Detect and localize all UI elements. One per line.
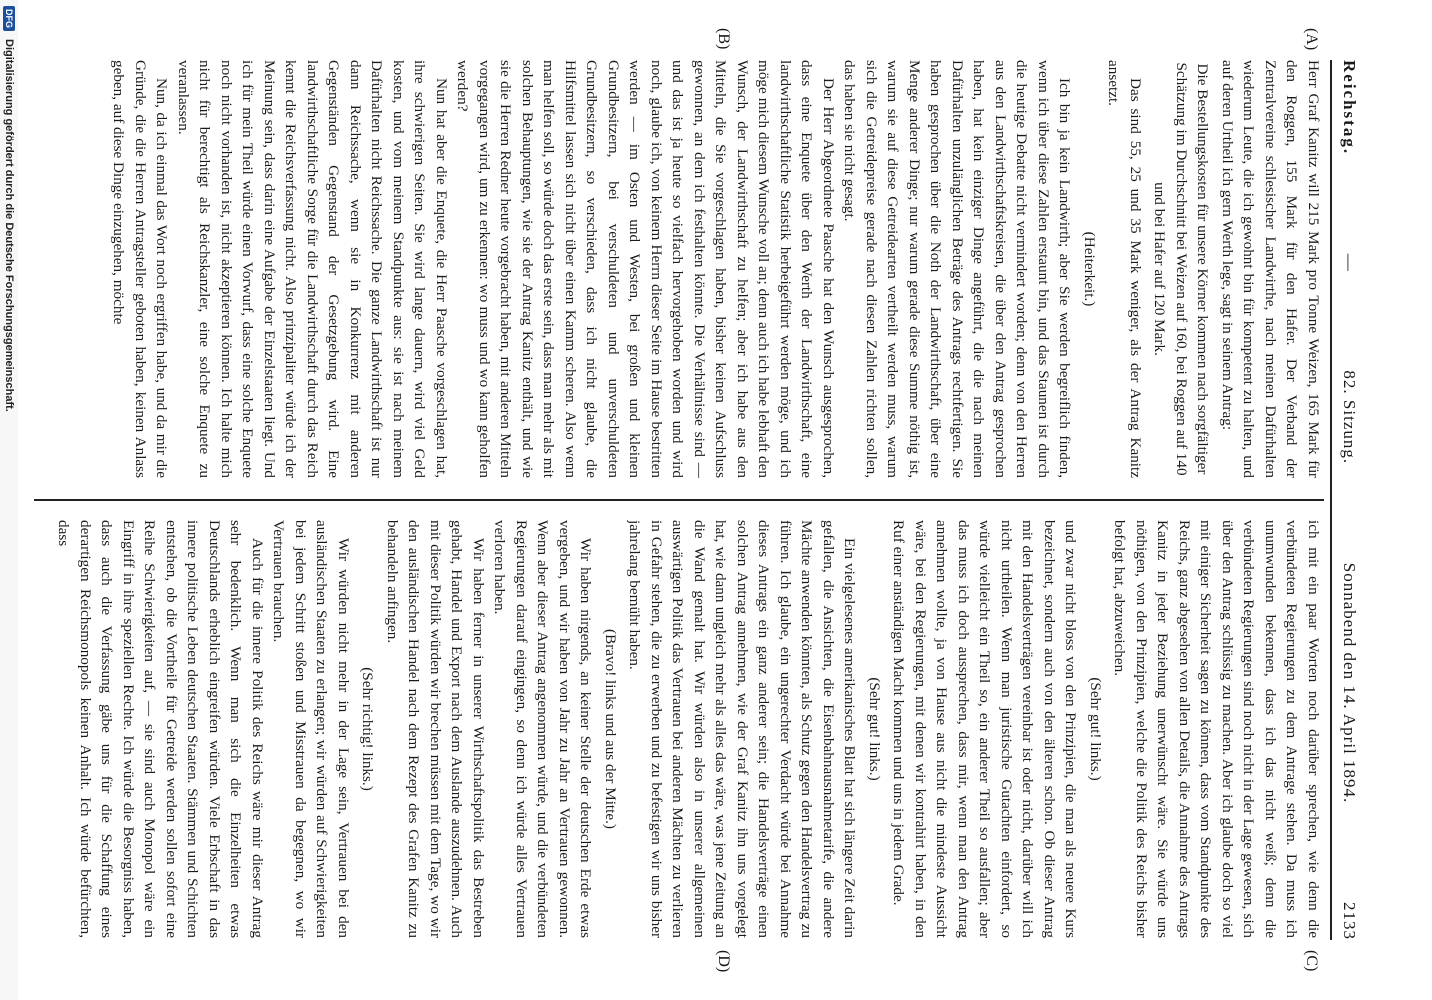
right-column — [34, 520, 1324, 938]
paragraph: Ein vielgelesenes amerikanisches Blatt hat sich längere Zeit darin gefallen, die Ansichten, die Eisenbahnausnahmetarife, die andere Mächte anwenden könnten, als Schutz gegen den Handelsvertrag zu führen. Ich glaube, ein ungerechter Verdacht würde bei Annahme dieses Antrags ein ganz anderer sein; die Handelsverträge einen solchen Antrag annehmen, wie der Graf Kanitz ihn uns vorgelegt hat, wie dann ungleich mehr als alles das wäre, was jene Zeitung an die Wand gemalt hat. Wir würden also in unserer allgemeinen auswärtigen Politik das Vertrauen bei anderen Mächten zu verlieren in Gefahr stehen, die zu erwerben und zu befestigen wir uns bisher jahrelang bemüht haben. — [626, 520, 859, 938]
paragraph: Auch für die innere Politik des Reichs wäre mir dieser Antrag sehr bedenklich. Wenn man sich die Einzelheiten etwas Deutschlands erheblich eingreifen würden. Viele Erbschaft in das innere politische Leben deutschen Staaten. Stämmen und Schichten entstehen, ob die Vortheile für Getreide werden sollen sofort eine Reihe Schwierigkeiten auf, — sie sind auch Monopol wäre ein Eingriff in ihre speziellen Rechte. Ich würde die Besorgniss haben, dass auch die Verfassung gäbe uns für die Schaffung eines derartigen Reichsmonopols keinen Anhalt. Ich würde befürchten, dass — [55, 520, 266, 938]
interjection: (Sehr gut! links.) — [866, 677, 883, 781]
paragraph: Nun hat aber die Enquete, die Herr Paasche vorgeschlagen hat, ihre schwierigen Seiten. Sie wird lange dauern, wird viel Geld kosten, und vom meinem Standpunkte aus: sie ist nach meinem Dafürhalten nicht Reichssache. Die ganze Landwirthschaft ist nur dann Reichssache, wenn sie in Konkurrenz mit anderen Gegenständen Gegenstand der Gesetzgebung wird. Eine landwirthschaftliche Sorge für die Landwirthschaft durch das Reich kennt die Reichsverfassung nicht. Also prinzipaliter würde ich der Meinung sein, dass darin eine Aufgabe der Einzelstaaten liegt. Und ich für mein Theil würde einen Vorwurf, dass eine solche Enquete noch nicht vorhanden ist, nicht akzeptieren können. Ich halte mich nicht für berechtigt als Reichskanzler, eine solche Enquete zu veranlassen. — [175, 60, 450, 478]
header-dash: — — [1340, 253, 1359, 272]
credit-text: Digitalisierung gefördert durch die Deutsche Forschungsgemeinschaft. — [3, 39, 15, 412]
margin-marker-b: (B) — [715, 28, 732, 50]
paragraph: Wir haben ferner in unserer Wirthschaftspolitik das Bestreben gehabt, Handel und Export nach dem Auslande auszudehnen. Auch mit dieser Politik würden wir brechen müssen mit dem Tage, wo wir den ausländischen Handel nach dem Rezept des Grafen Kanitz zu behandeln anfingen. — [384, 520, 487, 938]
quotation: Die Bestellungskosten für unsere Körner kommen nach sorgfältiger Schätzung im Durchschnitt bei Weizen auf 160, bei Roggen auf 140 und bei Hafer auf 120 Mark. — [1151, 62, 1212, 476]
margin-marker-a: (A) — [1303, 28, 1320, 51]
paragraph: Das sind 55, 25 und 35 Mark weniger, als der Antrag Kanitz ansetzt. — [1105, 60, 1144, 478]
paragraph: Der Herr Abgeordnete Paasche hat den Wunsch ausgesprochen, dass eine Enquete über den Werth der Landwirthschaft, eine landwirthschaftliche Statistik herbeigeführt werden möge, und ich möge mich diesem Wunsche voll an; denn auch ich habe lebhaft den Wunsch, der Landwirthschaft zu helfen; aber ich habe aus den Mitteln, die Sie vorgeschlagen haben, bisher keinen Aufschluss gewonnen, an dem ich festhalten könnte. Die Verhältnisse sind — und das ist ja heute so vielfach hervorgehoben worden und wird noch, glaube ich, von keinem Herrn dieser Seite im Hause bestritten werden — im Osten und Westen, bei großen und kleinen Grundbesitzern, bei verschuldeten und unverschuldeten Grundbesitzern, so verschieden, dass ich nicht glaube, die Hilfsmittel lassen sich nicht über einen Kamm scheren. Also wenn man helfen soll, so würde doch das erste sein, dass man mehr als mit solchen Behauptungen, wie sie der Antrag Kanitz enthält, und wie sie die Herren Redner heute vorgebracht haben, mit anderen Mitteln vorgegangen wird, um zu erkennen: wo muss und wo kann geholfen werden? — [454, 60, 837, 478]
margin-marker-d: (D) — [715, 950, 732, 973]
paragraph: Ich bin ja kein Landwirth; aber Sie werden begreiflich finden, wenn ich über diese Zahlen erstaunt bin, und das Staunen ist durch die heutige Debatte nicht vermindert worden; denn von den Herren aus den Landwirthschaftskreisen, die über den Antrag gesprochen haben, hat kein einziger Dinge angeführt, die die nach meinen Dafürhalten unzulänglichen Beträge des Antrags rechtfertigen. Sie haben gesprochen über die Noth der Landwirthschaft, über eine Menge anderer Dinge; nur warum gerade diese Summe nöthig ist, warum sie auf diese Getreidearten vertheilt werden muss, warum sich die Getreidepreise gerade nach diesen Zahlen richten sollen, das haben sie nicht gesagt. — [841, 60, 1074, 478]
interjection: (Bravo! links und aus der Mitte.) — [602, 629, 619, 829]
paragraph: und zwar nicht bloss von den Prinzipien, die man als neuere Kurs bezeichnet, sondern auch von den älteren schon. Ob dieser Antrag mit den Handelsverträgen vereinbar ist oder nicht, darüber will ich nicht urtheilen. Wenn man juristische Gutachten einfordert, so würde vielleicht ein Theil so, ein anderer Theil so ausfallen; aber das muss ich doch aussprechen, dass mir, wenn man den Antrag annehmen wollte, ja von Hause aus nicht die mindeste Aussicht wäre, bei den Regierungen, mit denen wir kontrahirt haben, in den Ruf einer anständigen Macht kommen und uns in jedem Grade. — [890, 520, 1080, 938]
page-header — [1336, 60, 1362, 940]
paragraph: ich mit ein paar Worten noch darüber sprechen, wie denn die verbündeten Regierungen zu dem Antrage stehen. Da muss ich unumwunden bekennen, dass ich das nicht weiß; denn die verbündeten Regierungen sind noch nicht in der Lage gewesen, sich über den Antrag schlüssig zu machen. Aber ich glaube doch so viel mit einiger Sicherheit sagen zu können, dass vom Standpunkte des Reichs, ganz abgesehen von allen Details, die Annahme des Antrags Kanitz in jeder Beziehung unerwünscht wäre. Sie würde uns nöthigen, von den Prinzipien, welche die Politik des Reichs bisher befolgt hat, abzuweichen. — [1111, 520, 1322, 938]
header-session: 82. Sitzung. — [1340, 370, 1359, 465]
header-rule — [1330, 60, 1332, 940]
margin-marker-c: (C) — [1303, 950, 1320, 972]
header-title: Reichstag. — [1340, 60, 1359, 156]
column-divider — [34, 499, 1324, 501]
interjection: (Heiterkeit.) — [1081, 231, 1098, 307]
paragraph: Wir haben nirgends, an keiner Stelle der deutschen Erde etwas vergeben, und wir haben von Jahr zu Jahr an Vertrauen gewonnen. Wenn aber dieser Antrag angenommen würde, und die verbündeten Regierungen darauf eingingen, so denn ich würde alles Vertrauen verloren haben. — [491, 520, 595, 938]
interjection: (Sehr gut! links.) — [1087, 677, 1104, 781]
dfg-logo-icon: DFG — [3, 6, 15, 31]
paragraph: Wir würden nicht mehr in der Lage sein, Vertrauen bei den ausländischen Staaten zu erlangen; wir würden auf Schwierigkeiten bei jedem Schritt stoßen und Misstrauen da begegnen, wo wir Vertrauen brauchen. — [270, 520, 352, 938]
paragraph: Nun, da ich einmal das Wort noch ergriffen habe, und da mir die Gründe, die die Herren Antragsteller geboten haben, keinen Anlass geben, auf diese Dinge einzugehen, möchte — [110, 60, 171, 478]
paragraph: Herr Graf Kanitz will 215 Mark pro Tonne Weizen, 165 Mark für den Roggen, 155 Mark für den Hafer. Der Verband der Zentralvereine schlesischer Landwirthe, nach meinen Dafürhalten wiederum Leute, die ich gewohnt bin für kompetent zu halten, und auf deren Urtheil ich gern Werth lege, sagt in seinem Antrag: — [1219, 60, 1322, 478]
header-date: Sonnabend den 14. April 1894. — [1340, 562, 1359, 804]
digitization-credit — [0, 0, 18, 1000]
header-page-number: 2133 — [1340, 901, 1359, 940]
left-column — [34, 60, 1324, 478]
interjection: (Sehr richtig! links.) — [359, 667, 377, 791]
